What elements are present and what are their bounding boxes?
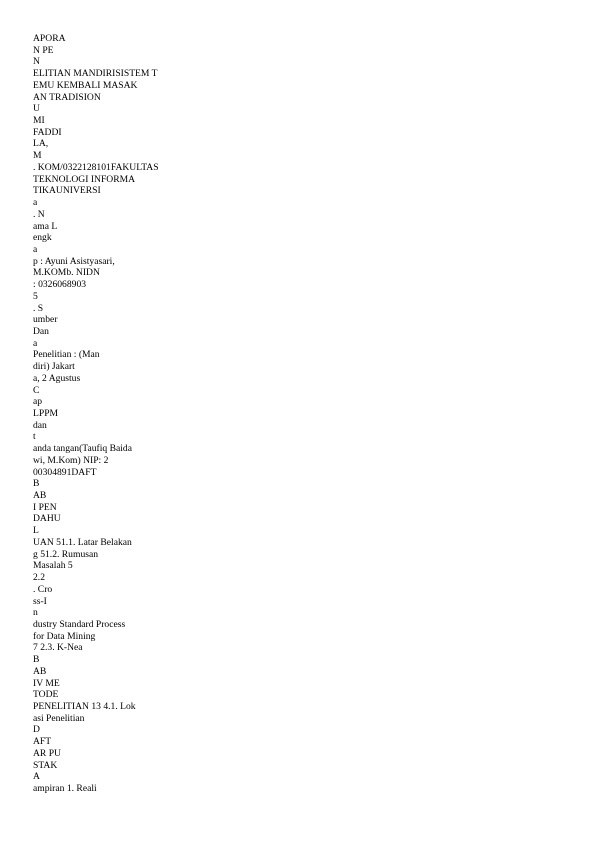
text-line: . KOM/0322128101FAKULTAS: [33, 161, 159, 173]
text-line: AR PU: [33, 747, 61, 759]
text-line: ELITIAN MANDIRISISTEM T: [33, 68, 158, 80]
text-line: L: [33, 525, 39, 537]
text-line: LPPM: [33, 408, 59, 419]
text-line: umber: [33, 314, 58, 326]
text-line: a, 2 Agustus: [33, 372, 81, 384]
text-line: a: [33, 197, 38, 209]
text-line: TODE: [33, 689, 59, 701]
text-line: engk: [33, 232, 52, 244]
text-line: M.KOMb. NIDN: [33, 267, 100, 279]
text-line: PENELITIAN 13 4.1. Lok: [33, 700, 136, 712]
text-line: LA,: [33, 138, 49, 150]
text-line: 00304891DAFT: [33, 466, 97, 478]
text-line: ama L: [33, 220, 58, 232]
text-line: asi Penelitian: [33, 712, 85, 724]
text-line: B: [33, 654, 40, 666]
text-line: for Data Mining: [33, 630, 96, 642]
text-line: AN TRADISION: [33, 91, 101, 103]
text-line: AB: [33, 490, 47, 502]
text-line: STAK: [33, 759, 58, 771]
text-line: ap: [33, 396, 43, 408]
text-line: DAHU: [33, 513, 61, 525]
text-line: MI: [33, 115, 45, 127]
text-line: TEKNOLOGI INFORMA: [33, 173, 136, 185]
text-line: B: [33, 478, 40, 490]
text-line: Masalah 5: [33, 560, 73, 572]
text-line: IV ME: [33, 677, 60, 689]
text-line: diri) Jakart: [33, 361, 75, 373]
text-line: a: [33, 243, 38, 255]
text-line: dustry Standard Process: [33, 618, 126, 630]
text-line: AB: [33, 665, 47, 677]
text-line: EMU KEMBALI MASAK: [33, 79, 138, 91]
text-line: . Cro: [33, 583, 53, 595]
text-line: g 51.2. Rumusan: [33, 548, 99, 560]
text-line: . N: [33, 208, 45, 220]
text-line: AFT: [33, 736, 52, 748]
text-line: a: [33, 337, 38, 349]
text-line: U: [33, 103, 40, 115]
text-line: UAN 51.1. Latar Belakan: [33, 536, 132, 548]
text-line: p : Ayuni Asistyasari,: [33, 255, 115, 267]
text-line: N PE: [33, 44, 54, 56]
text-line: : 0326068903: [33, 279, 87, 291]
text-line: Penelitian : (Man: [33, 349, 100, 361]
document-text: [33, 33, 553, 795]
text-line: TIKAUNIVERSI: [33, 185, 101, 197]
text-line: M: [33, 150, 42, 162]
text-line: anda tangan(Taufiq Baida: [33, 443, 132, 455]
text-line: N: [33, 56, 40, 68]
text-line: n: [33, 607, 38, 619]
text-line: wi, M.Kom) NIP: 2: [33, 454, 109, 466]
text-line: Dan: [33, 325, 49, 337]
text-line: 5: [33, 290, 38, 302]
text-line: C: [33, 384, 40, 396]
text-line: D: [33, 724, 40, 736]
text-line: A: [33, 771, 40, 783]
text-line: dan: [33, 419, 47, 431]
text-line: I PEN: [33, 501, 57, 513]
text-line: FADDI: [33, 126, 62, 138]
text-line: . S: [33, 302, 44, 314]
text-line: ss-I: [33, 595, 47, 607]
text-line: APORA: [33, 33, 66, 44]
text-line: t: [33, 431, 36, 443]
text-line: ampiran 1. Reali: [33, 783, 97, 794]
text-line: 2.2: [33, 572, 45, 584]
text-line: 7 2.3. K-Nea: [33, 642, 83, 654]
